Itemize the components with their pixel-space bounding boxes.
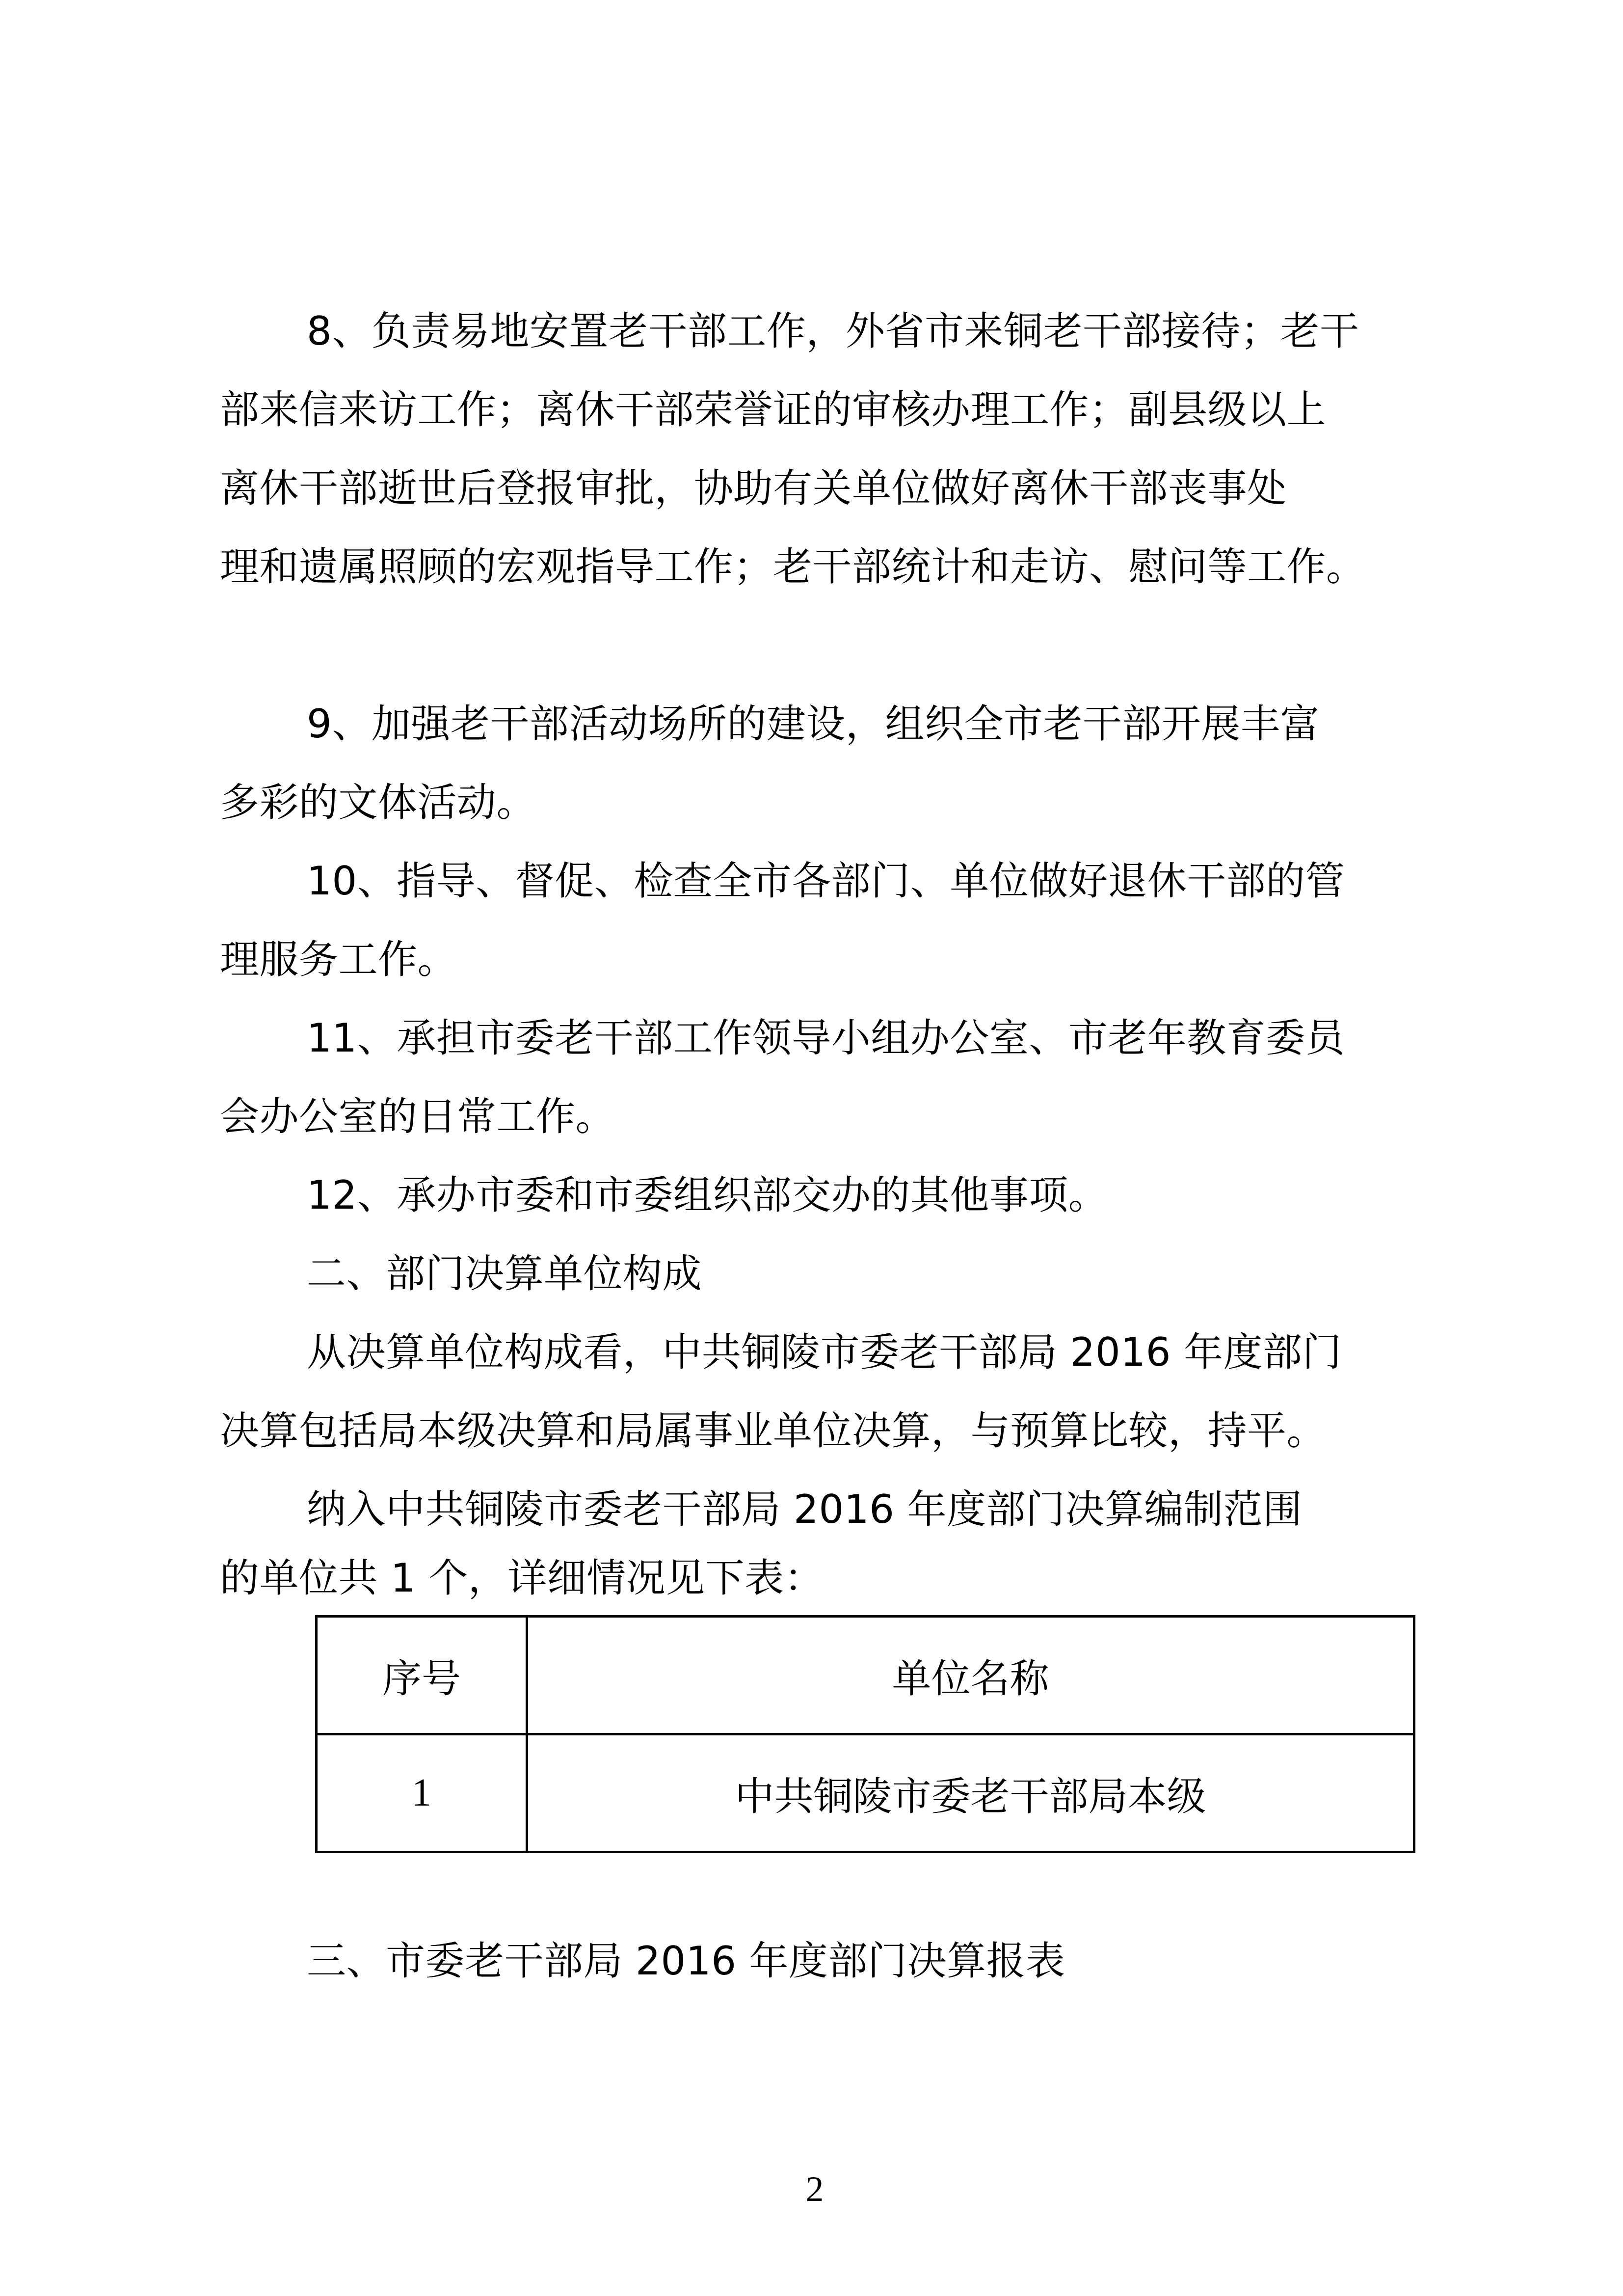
para-11-line-1: 11、承担市委老干部工作领导小组办公室、市老年教育委员 — [307, 1015, 1345, 1061]
section-2-para-1-line-1: 从决算单位构成看，中共铜陵市委老干部局 2016 年度部门 — [307, 1329, 1342, 1375]
para-8-line-1: 8、负责易地安置老干部工作，外省市来铜老干部接待；老干 — [307, 308, 1359, 354]
para-10-line-2: 理服务工作。 — [220, 937, 457, 982]
table-header-row — [317, 1617, 1414, 1734]
section-3-heading: 三、市委老干部局 2016 年度部门决算报表 — [307, 1938, 1065, 1984]
table-cell-no: 1 — [317, 1734, 527, 1852]
table-row — [317, 1734, 1414, 1852]
section-2-para-2-line-1: 纳入中共铜陵市委老干部局 2016 年度部门决算编制范围 — [307, 1486, 1303, 1532]
table-header-no: 序号 — [317, 1617, 527, 1734]
para-8-line-3: 离休干部逝世后登报审批，协助有关单位做好离休干部丧事处 — [220, 465, 1287, 511]
table-header-name: 单位名称 — [527, 1617, 1414, 1734]
table-cell-name: 中共铜陵市委老干部局本级 — [527, 1734, 1414, 1852]
para-12-line-1: 12、承办市委和市委组织部交办的其他事项。 — [307, 1172, 1108, 1218]
para-9-line-1: 9、加强老干部活动场所的建设，组织全市老干部开展丰富 — [307, 701, 1320, 747]
page-number: 2 — [805, 2169, 824, 2210]
section-2-heading: 二、部门决算单位构成 — [307, 1251, 702, 1297]
para-11-line-2: 会办公室的日常工作。 — [220, 1094, 615, 1139]
para-8-line-2: 部来信来访工作；离休干部荣誉证的审核办理工作；副县级以上 — [220, 387, 1326, 432]
para-8-line-4: 理和遗属照顾的宏观指导工作；老干部统计和走访、慰问等工作。 — [220, 544, 1366, 590]
section-2-para-1-line-2: 决算包括局本级决算和局属事业单位决算，与预算比较，持平。 — [220, 1408, 1326, 1454]
para-9-line-2: 多彩的文体活动。 — [220, 780, 536, 825]
para-10-line-1: 10、指导、督促、检查全市各部门、单位做好退休干部的管 — [307, 858, 1345, 904]
section-2-para-2-line-2: 的单位共 1 个，详细情况见下表： — [220, 1555, 824, 1601]
unit-table — [315, 1615, 1415, 1853]
